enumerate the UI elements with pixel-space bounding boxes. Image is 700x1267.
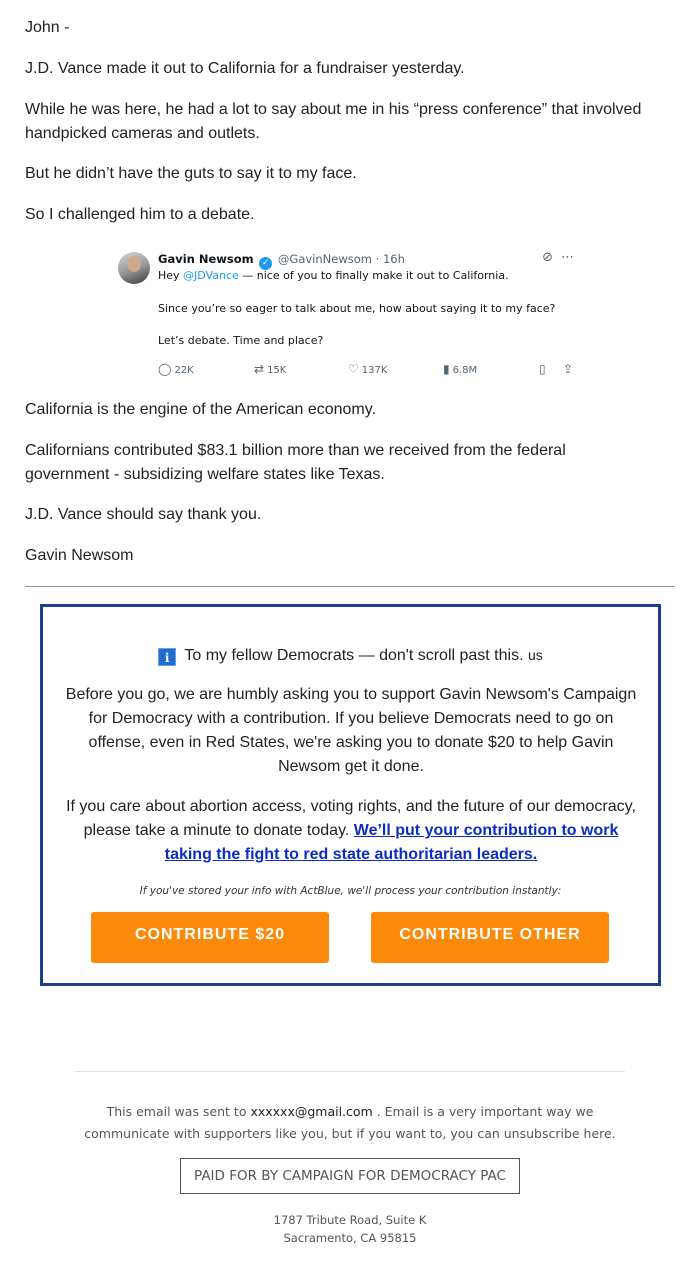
tweet-line-3: Let’s debate. Time and place?: [158, 334, 324, 347]
repost-action[interactable]: [254, 362, 286, 376]
paragraph-2: While he was here, he had a lot to say about me in his “press conference” that involved handpicked cameras and outlets.: [25, 101, 642, 142]
contribution-link[interactable]: We’ll put your contribution to work taking the fight to red state authoritarian leaders.: [164, 822, 619, 863]
appeal-paragraph-2: If you care about abortion access, voting rights, and the future of our democracy, please take a minute to donate today. We’ll put your contribution to work taking the fight to red state authoritarian leaders.: [66, 798, 636, 863]
recipient-email: xxxxxx@gmail.com: [250, 1104, 373, 1119]
mention-link[interactable]: @JDVance: [183, 269, 239, 282]
view-count: 6.8M: [452, 365, 478, 376]
signature: Gavin Newsom: [25, 547, 134, 564]
paid-for-disclaimer: PAID FOR BY CAMPAIGN FOR DEMOCRACY PAC: [180, 1158, 520, 1194]
flag-text: us: [527, 647, 543, 663]
paragraph-3: But he didn’t have the guts to say it to my face.: [25, 165, 357, 182]
grok-icon[interactable]: ⊘: [542, 250, 553, 265]
paragraph-6: Californians contributed $83.1 billion more than we received from the federal government - subsidizing welfare states like Texas.: [25, 442, 566, 483]
avatar: [118, 252, 150, 284]
paragraph-7: J.D. Vance should say thank you.: [25, 506, 262, 523]
salutation: John -: [25, 19, 70, 36]
tweet-line-1: Hey @JDVance — nice of you to finally make it out to California.: [158, 269, 509, 282]
like-count: 137K: [361, 365, 388, 376]
notice-text: To my fellow Democrats — don't scroll past this.: [184, 647, 524, 664]
divider: [25, 586, 675, 587]
tweet-handle[interactable]: @GavinNewsom: [277, 252, 372, 266]
share-icon[interactable]: ⇪: [563, 362, 574, 376]
footer-notice: This email was sent to xxxxxx@gmail.com . Email is a very important way we communicate with supporters like you, but if you want to, you can unsubscribe here.: [84, 1104, 616, 1141]
reply-count: 22K: [174, 365, 194, 376]
paragraph-1: J.D. Vance made it out to California for a fundraiser yesterday.: [25, 60, 465, 77]
address-line-1: 1787 Tribute Road, Suite K: [273, 1213, 427, 1227]
more-options-icon[interactable]: ⋯: [561, 250, 574, 265]
unsubscribe-text[interactable]: . Email is a very important way we communicate with supporters like you, but if you want to, you can unsubscribe here.: [84, 1104, 616, 1141]
repost-icon: ⇄: [254, 362, 265, 376]
paragraph-4: So I challenged him to a debate.: [25, 206, 255, 223]
heart-icon: ♡: [348, 362, 359, 376]
tweet-top-icons: [534, 250, 574, 265]
contribute-20-button[interactable]: CONTRIBUTE $20: [91, 912, 329, 963]
like-action[interactable]: [348, 362, 387, 376]
tweet-line-2: Since you’re so eager to talk about me, how about saying it to my face?: [158, 302, 556, 315]
embedded-tweet[interactable]: [118, 250, 588, 380]
reply-icon: ◯: [158, 362, 172, 376]
tweet-header: [158, 252, 405, 270]
contribute-other-button[interactable]: CONTRIBUTE OTHER: [371, 912, 609, 963]
tweet-author[interactable]: Gavin Newsom: [158, 252, 254, 266]
donation-appeal-box: [40, 604, 661, 986]
paragraph-5: California is the engine of the American economy.: [25, 401, 377, 418]
views-chart-icon: ▮: [443, 362, 450, 376]
address-line-2: Sacramento, CA 95815: [283, 1231, 417, 1245]
footer-divider: [75, 1071, 625, 1072]
info-icon: i: [158, 648, 176, 666]
tweet-time: · 16h: [375, 252, 405, 266]
bookmark-icon[interactable]: ▯: [539, 362, 546, 376]
views-action[interactable]: [443, 362, 477, 376]
appeal-paragraph-1: Before you go, we are humbly asking you to support Gavin Newsom's Campaign for Democracy with a contribution. If you believe Democrats need to go on offense, even in Red States, we're asking you to donate $20 to help Gavin Newsom get it done.: [65, 686, 637, 775]
actblue-fine-print: If you've stored your info with ActBlue, we'll process your contribution instantly:: [139, 885, 562, 897]
repost-count: 15K: [267, 365, 287, 376]
appeal-notice: [43, 644, 658, 667]
verified-badge-icon: ✓: [259, 257, 272, 270]
reply-action[interactable]: [158, 362, 194, 376]
